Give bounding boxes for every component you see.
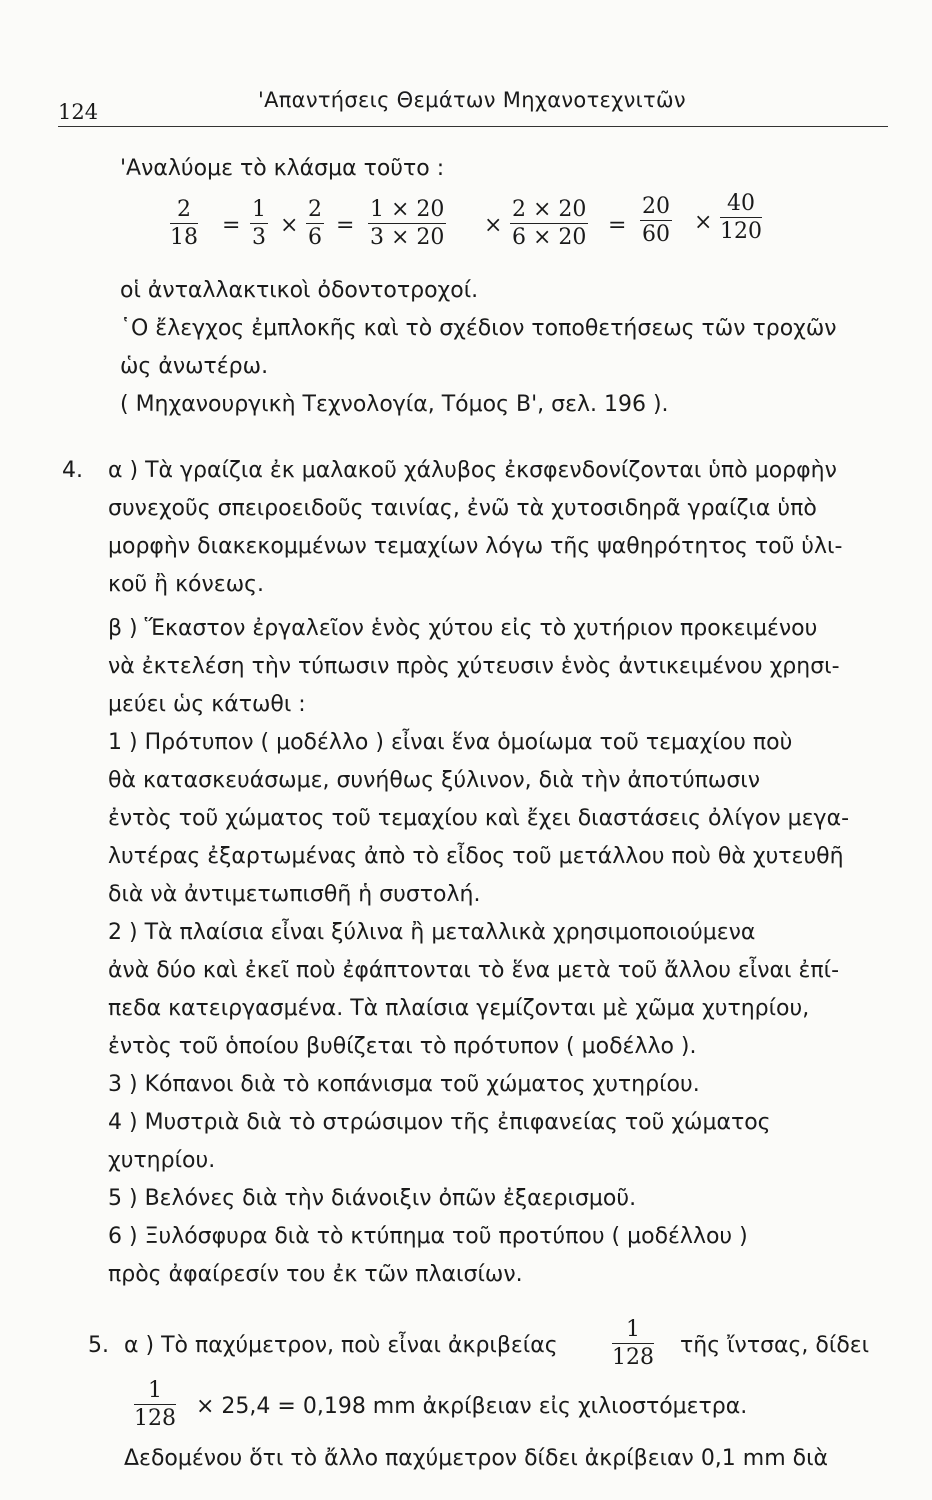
running-title: 'Απαντήσεις Θεμάτων Μηχανοτεχνιτῶν: [258, 88, 686, 112]
q4b-line-17: 6 ) Ξυλόσφυρα διὰ τὸ κτύπημα τοῦ προτύπου ( μοδέλλου ): [108, 1224, 748, 1249]
p1-line-1: οἱ ἀνταλλακτικοὶ ὀδοντοτροχοί.: [120, 278, 479, 303]
p1-line-2: ῾Ο ἔλεγχος ἐμπλοκῆς καὶ τὸ σχέδιον τοποθετήσεως τῶν τροχῶν: [120, 316, 837, 341]
q4b-line-13: 3 ) Κόπανοι διὰ τὸ κοπάνισμα τοῦ χώματος χυτηρίου.: [108, 1072, 700, 1097]
q4b-line-10: ἀνὰ δύο καὶ ἐκεῖ ποὺ ἐφάπτονται τὸ ἕνα μετὰ τοῦ ἄλλου εἶναι ἐπί-: [108, 958, 840, 983]
intro-line: 'Αναλύομε τὸ κλάσμα τοῦτο :: [120, 156, 445, 181]
q4b-line-15: χυτηρίου.: [108, 1148, 216, 1173]
book-page: 124 'Απαντήσεις Θεμάτων Μηχανοτεχνιτῶν 'Αναλύομε τὸ κλάσμα τοῦτο : 2 18 = 1 3 × 2 6 = 1 × 20 3 × 20 × 2 × 20 6 × 20 = 20 60 × 40 120 οἱ ἀνταλλακτικοὶ ὀδοντοτροχοί. ῾Ο ἔλεγχος ἐμπλοκῆς καὶ τὸ σχέδιον τοποθετήσεως τῶν τροχῶν ὡς ἀνωτέρω. ( Μηχανουργικὴ Τεχνολογία, Τόμος Β', σελ. 196 ). 4. α ) Τὰ γραίζια ἐκ μαλακοῦ χάλυβος ἐκσφενδονίζονται ὑπὸ μορφὴν συνεχοῦς σπειροειδοῦς ταινίας, ἐνῶ τὰ χυτοσιδηρᾶ γραίζια ὑπὸ μορφὴν διακεκομμένων τεμαχίων λόγω τῆς ψαθηρότητος τοῦ ὑλι- κοῦ ἢ κόνεως. β ) Ἕκαστον ἐργαλεῖον ἑνὸς χύτου εἰς τὸ χυτήριον προκειμένου νὰ ἐκτελέση τὴν τύπωσιν πρὸς χύτευσιν ἑνὸς ἀντικειμένου χρησι- μεύει ὡς κάτωθι : 1 ) Πρότυπον ( μοδέλλο ) εἶναι ἕνα ὁμοίωμα τοῦ τεμαχίου ποὺ θὰ κατασκευάσωμε, συνήθως ξύλινον, διὰ τὴν ἀποτύπωσιν ἐντὸς τοῦ χώματος τοῦ τεμαχίου καὶ ἔχει διαστάσεις ὀλίγον μεγα- λυτέρας ἐξαρτωμένας ἀπὸ τὸ εἶδος τοῦ μετάλλου ποὺ θὰ χυτευθῆ διὰ νὰ ἀντιμετωπισθῆ ἡ συστολή. 2 ) Τὰ πλαίσια εἶναι ξύλινα ἢ μεταλλικὰ χρησιμοποιούμενα ἀνὰ δύο καὶ ἐκεῖ ποὺ ἐφάπτονται τὸ ἕνα μετὰ τοῦ ἄλλου εἶναι ἐπί- πεδα κατειργασμένα. Τὰ πλαίσια γεμίζονται μὲ χῶμα χυτηρίου, ἐντὸς τοῦ ὁποίου βυθίζεται τὸ πρότυπον ( μοδέλλο ). 3 ) Κόπανοι διὰ τὸ κοπάνισμα τοῦ χώματος χυτηρίου. 4 ) Μυστριὰ διὰ τὸ στρώσιμον τῆς ἐπιφανείας τοῦ χώματος χυτηρίου. 5 ) Βελόνες διὰ τὴν διάνοιξιν ὀπῶν ἐξαερισμοῦ. 6 ) Ξυλόσφυρα διὰ τὸ κτύπημα τοῦ προτύπου ( μοδέλλου ) πρὸς ἀφαίρεσίν του ἐκ τῶν πλαισίων. 5. α ) Τὸ παχύμετρον, ποὺ εἶναι ἀκριβείας 1 128 τῆς ἴντσας, δίδει 1 128 × 25,4 = 0,198 mm ἀκρίβειαν εἰς χιλιοστόμετρα. Δεδομένου ὅτι τὸ ἄλλο παχύμετρον δίδει ἀκρίβειαν 0,1 mm διὰ: [0, 0, 932, 1500]
p1-line-4: ( Μηχανουργικὴ Τεχνολογία, Τόμος Β', σελ. 196 ).: [120, 392, 669, 417]
fraction-1-128: 1 128: [134, 1378, 176, 1432]
q4b-line-4: 1 ) Πρότυπον ( μοδέλλο ) εἶναι ἕνα ὁμοίωμα τοῦ τεμαχίου ποὺ: [108, 730, 793, 755]
fraction-1x20-3x20: 1 × 20 3 × 20: [370, 197, 445, 251]
fraction-2-18: 2 18: [170, 197, 198, 251]
q4b-line-7: λυτέρας ἐξαρτωμένας ἀπὸ τὸ εἶδος τοῦ μετάλλου ποὺ θὰ χυτευθῆ: [108, 844, 844, 869]
page-header: [58, 88, 888, 128]
fraction-1-128-inline: 1 128: [612, 1317, 654, 1371]
q4b-line-16: 5 ) Βελόνες διὰ τὴν διάνοιξιν ὀπῶν ἐξαερισμοῦ.: [108, 1186, 637, 1211]
q4a-line-3: μορφὴν διακεκομμένων τεμαχίων λόγω τῆς ψαθηρότητος τοῦ ὑλι-: [108, 534, 843, 559]
q4b-line-9: 2 ) Τὰ πλαίσια εἶναι ξύλινα ἢ μεταλλικὰ χρησιμοποιούμενα: [108, 920, 756, 945]
fraction-2x20-6x20: 2 × 20 6 × 20: [512, 197, 587, 251]
fraction-40-120: 40 120: [720, 191, 762, 245]
q4a-line-4: κοῦ ἢ κόνεως.: [108, 572, 265, 597]
fraction-1-3: 1 3: [252, 197, 266, 251]
fraction-2-6: 2 6: [308, 197, 322, 251]
page-number: 124: [58, 100, 99, 124]
q4b-line-12: ἐντὸς τοῦ ὁποίου βυθίζεται τὸ πρότυπον ( μοδέλλο ).: [108, 1034, 697, 1059]
q4b-line-2: νὰ ἐκτελέση τὴν τύπωσιν πρὸς χύτευσιν ἑνὸς ἀντικειμένου χρησι-: [108, 654, 840, 679]
q5-last-line: Δεδομένου ὅτι τὸ ἄλλο παχύμετρον δίδει ἀκρίβειαν 0,1 mm διὰ: [124, 1446, 829, 1471]
q4a-line-1: α ) Τὰ γραίζια ἐκ μαλακοῦ χάλυβος ἐκσφενδονίζονται ὑπὸ μορφὴν: [108, 458, 837, 483]
q4b-line-3: μεύει ὡς κάτωθι :: [108, 692, 306, 717]
q5-number: 5.: [88, 1333, 109, 1358]
q5a-text-after: τῆς ἴντσας, δίδει: [680, 1333, 870, 1358]
p1-line-3: ὡς ἀνωτέρω.: [120, 354, 269, 379]
q4-number: 4.: [62, 458, 83, 483]
q4a-line-2: συνεχοῦς σπειροειδοῦς ταινίας, ἐνῶ τὰ χυτοσιδηρᾶ γραίζια ὑπὸ: [108, 496, 817, 521]
q5-conversion: × 25,4 = 0,198 mm ἀκρίβειαν εἰς χιλιοστόμετρα.: [196, 1394, 748, 1419]
header-rule: [58, 126, 888, 127]
q4b-line-11: πεδα κατειργασμένα. Τὰ πλαίσια γεμίζονται μὲ χῶμα χυτηρίου,: [108, 996, 810, 1021]
q4b-line-18: πρὸς ἀφαίρεσίν του ἐκ τῶν πλαισίων.: [108, 1262, 523, 1287]
q4b-line-14: 4 ) Μυστριὰ διὰ τὸ στρώσιμον τῆς ἐπιφανείας τοῦ χώματος: [108, 1110, 771, 1135]
q4b-line-8: διὰ νὰ ἀντιμετωπισθῆ ἡ συστολή.: [108, 882, 481, 907]
fraction-20-60: 20 60: [642, 194, 670, 248]
q4b-line-6: ἐντὸς τοῦ χώματος τοῦ τεμαχίου καὶ ἔχει διαστάσεις ὀλίγον μεγα-: [108, 806, 850, 831]
q5a-text-before: α ) Τὸ παχύμετρον, ποὺ εἶναι ἀκριβείας: [124, 1333, 558, 1358]
q4b-line-5: θὰ κατασκευάσωμε, συνήθως ξύλινον, διὰ τὴν ἀποτύπωσιν: [108, 768, 761, 793]
q4b-line-1: β ) Ἕκαστον ἐργαλεῖον ἑνὸς χύτου εἰς τὸ χυτήριον προκειμένου: [108, 616, 818, 641]
